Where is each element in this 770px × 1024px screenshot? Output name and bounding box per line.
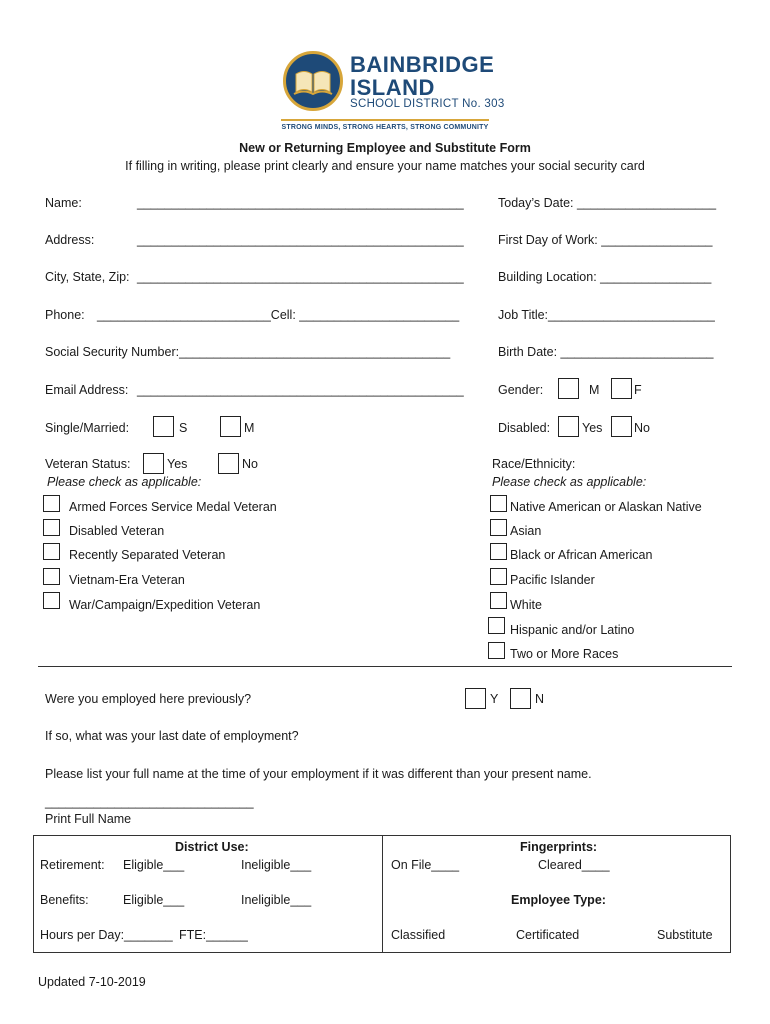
race-option-label: Black or African American	[510, 548, 653, 562]
veteran-yes-checkbox[interactable]	[143, 453, 164, 474]
disabled-no-label: No	[634, 421, 650, 435]
retirement-eligible[interactable]: Eligible___	[123, 858, 185, 872]
single-checkbox[interactable]	[153, 416, 174, 437]
disabled-yes-label: Yes	[582, 421, 603, 435]
veteran-check-note: Please check as applicable:	[47, 475, 202, 489]
race-option-label: Native American or Alaskan Native	[510, 500, 702, 514]
print-name-label: Print Full Name	[45, 812, 132, 826]
job-title-field[interactable]: Job Title:________________________	[498, 308, 715, 322]
fingerprints-title: Fingerprints:	[520, 840, 598, 854]
logo-tagline: STRONG MINDS, STRONG HEARTS, STRONG COMMUNITY	[281, 124, 489, 131]
on-file-field[interactable]: On File____	[391, 858, 460, 872]
form-title: New or Returning Employee and Substitute Form	[239, 141, 531, 155]
cleared-field[interactable]: Cleared____	[538, 858, 610, 872]
veteran-option-label: Disabled Veteran	[69, 524, 165, 538]
employee-type-title: Employee Type:	[511, 893, 606, 907]
building-field[interactable]: Building Location: ________________	[498, 270, 712, 284]
gender-f-checkbox[interactable]	[611, 378, 632, 399]
gender-label: Gender:	[498, 383, 544, 397]
logo-line2: ISLAND	[350, 75, 435, 100]
todays-date-field[interactable]: Today’s Date: ____________________	[498, 196, 717, 210]
logo-divider	[281, 119, 489, 121]
benefits-ineligible[interactable]: Ineligible___	[241, 893, 312, 907]
veteran-no-checkbox[interactable]	[218, 453, 239, 474]
race-option-label: White	[510, 598, 542, 612]
phone-label: Phone:	[45, 308, 85, 322]
name-field[interactable]: _______________________________________________	[137, 196, 464, 210]
race-option-checkbox[interactable]	[488, 642, 505, 659]
married-label: M	[244, 421, 255, 435]
race-option-label: Two or More Races	[510, 647, 619, 661]
veteran-option-label: Recently Separated Veteran	[69, 548, 226, 562]
address-label: Address:	[45, 233, 95, 247]
race-option-checkbox[interactable]	[490, 495, 507, 512]
veteran-option-checkbox[interactable]	[43, 568, 60, 585]
retirement-ineligible[interactable]: Ineligible___	[241, 858, 312, 872]
logo-line1: BAINBRIDGE	[350, 52, 495, 77]
veteran-option-checkbox[interactable]	[43, 519, 60, 536]
first-day-field[interactable]: First Day of Work: ________________	[498, 233, 713, 247]
gender-m-label: M	[589, 383, 600, 397]
veteran-option-checkbox[interactable]	[43, 543, 60, 560]
race-option-checkbox[interactable]	[490, 543, 507, 560]
race-option-label: Hispanic and/or Latino	[510, 623, 635, 637]
book-icon	[286, 54, 340, 108]
updated-date: Updated 7-10-2019	[38, 975, 146, 989]
race-label: Race/Ethnicity:	[492, 457, 576, 471]
gender-m-checkbox[interactable]	[558, 378, 579, 399]
veteran-option-label: Armed Forces Service Medal Veteran	[69, 500, 277, 514]
print-name-field[interactable]: ______________________________	[45, 795, 254, 809]
previous-no-checkbox[interactable]	[510, 688, 531, 709]
city-label: City, State, Zip:	[45, 270, 130, 284]
single-label: S	[179, 421, 188, 435]
previous-no-label: N	[535, 692, 545, 706]
table-divider	[382, 835, 383, 953]
veteran-no-label: No	[242, 457, 258, 471]
email-label: Email Address:	[45, 383, 129, 397]
address-field[interactable]: _______________________________________________	[137, 233, 464, 247]
ssn-field[interactable]: Social Security Number:_______________________________________	[45, 345, 451, 359]
disabled-no-checkbox[interactable]	[611, 416, 632, 437]
fte-field[interactable]: FTE:______	[179, 928, 248, 942]
race-option-label: Asian	[510, 524, 542, 538]
substitute-option[interactable]: Substitute	[657, 928, 713, 942]
veteran-option-checkbox[interactable]	[43, 592, 60, 609]
veteran-option-checkbox[interactable]	[43, 495, 60, 512]
veteran-yes-label: Yes	[167, 457, 188, 471]
section-divider	[38, 666, 732, 667]
previous-yes-checkbox[interactable]	[465, 688, 486, 709]
logo-line3: SCHOOL DISTRICT No. 303	[350, 98, 505, 110]
previous-employment-question: Were you employed here previously?	[45, 692, 252, 706]
hours-per-day[interactable]: Hours per Day:_______	[40, 928, 173, 942]
disabled-yes-checkbox[interactable]	[558, 416, 579, 437]
veteran-option-label: War/Campaign/Expedition Veteran	[69, 598, 261, 612]
race-check-note: Please check as applicable:	[492, 475, 647, 489]
married-checkbox[interactable]	[220, 416, 241, 437]
veteran-status-label: Veteran Status:	[45, 457, 131, 471]
retirement-label: Retirement:	[40, 858, 105, 872]
district-use-title: District Use:	[175, 840, 249, 854]
race-option-checkbox[interactable]	[488, 617, 505, 634]
veteran-option-label: Vietnam-Era Veteran	[69, 573, 185, 587]
logo-emblem	[283, 51, 343, 111]
race-option-checkbox[interactable]	[490, 519, 507, 536]
race-option-checkbox[interactable]	[490, 568, 507, 585]
email-field[interactable]: _______________________________________________	[137, 383, 464, 397]
phone-cell-field[interactable]: _________________________Cell: _______________________	[97, 308, 460, 322]
certificated-option[interactable]: Certificated	[516, 928, 580, 942]
name-label: Name:	[45, 196, 82, 210]
single-married-label: Single/Married:	[45, 421, 130, 435]
classified-option[interactable]: Classified	[391, 928, 446, 942]
disabled-label: Disabled:	[498, 421, 551, 435]
race-option-checkbox[interactable]	[490, 592, 507, 609]
city-field[interactable]: _______________________________________________	[137, 270, 464, 284]
form-subtitle: If filling in writing, please print clearly and ensure your name matches your social security card	[125, 159, 645, 173]
gender-f-label: F	[634, 383, 642, 397]
benefits-label: Benefits:	[40, 893, 89, 907]
last-date-question: If so, what was your last date of employment?	[45, 729, 299, 743]
race-option-label: Pacific Islander	[510, 573, 595, 587]
benefits-eligible[interactable]: Eligible___	[123, 893, 185, 907]
full-name-question: Please list your full name at the time of your employment if it was different than your present name.	[45, 767, 592, 781]
previous-yes-label: Y	[490, 692, 499, 706]
birth-date-field[interactable]: Birth Date: ______________________	[498, 345, 714, 359]
